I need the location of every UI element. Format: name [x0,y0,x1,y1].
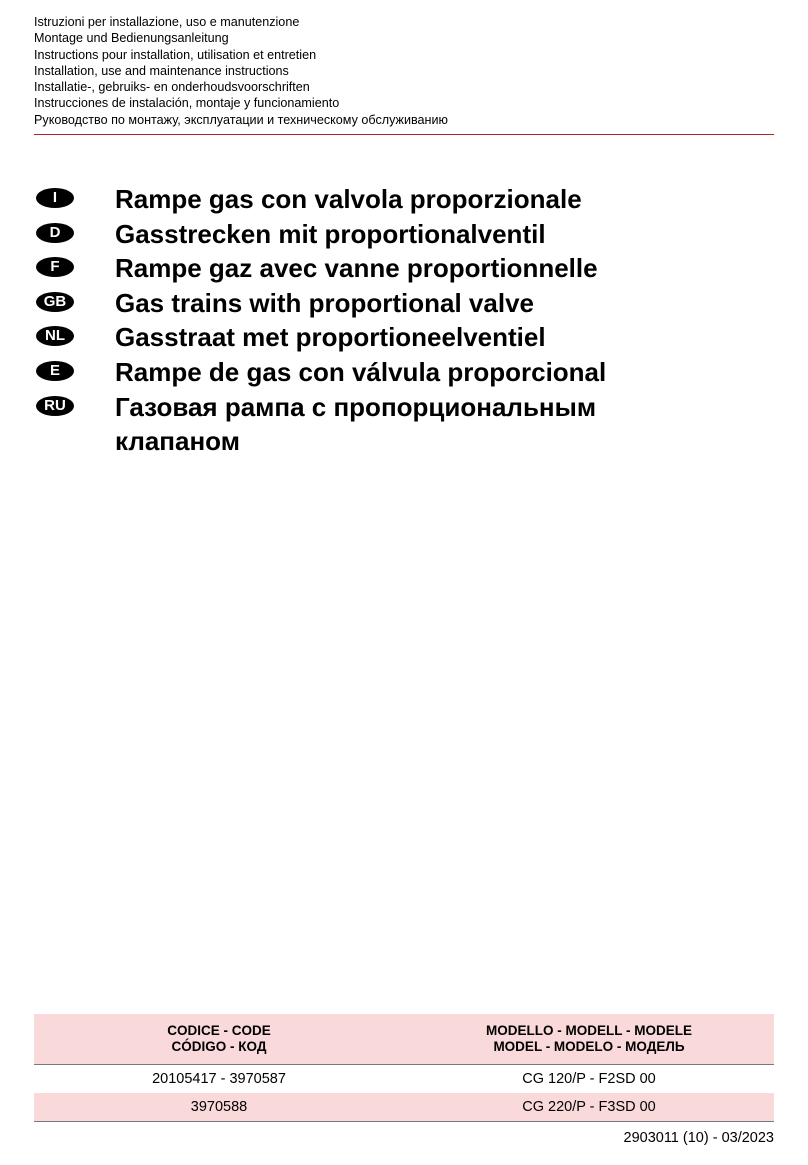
header-line-nl: Installatie-, gebruiks- en onderhoudsvoorschriften [34,80,310,95]
header-line-it: Istruzioni per installazione, uso e manutenzione [34,15,300,29]
title-text-fr: Rampe gaz avec vanne proportionnelle [115,253,598,284]
lang-badge-de: D [36,223,74,243]
title-text-it: Rampe gas con valvola proporzionale [115,184,582,214]
header-line-ru: Руководство по монтажу, эксплуатации и техническому обслуживанию [34,112,448,127]
title-text-de: Gasstrecken mit proportionalventil [115,218,546,249]
code-header-line1: CODICE - CODE [167,1022,271,1038]
model-cell: CG 220/P - F3SD 00 [404,1093,774,1122]
lang-badge-it: I [36,188,74,208]
title-row-gb [34,286,774,321]
table-row [34,1093,774,1122]
title-text-nl: Gasstraat met proportioneelventiel [115,322,546,353]
title-row-it [34,182,774,217]
lang-badge-nl: NL [36,326,74,346]
code-cell: 20105417 - 3970587 [34,1065,404,1094]
lang-badge-gb: GB [36,292,74,312]
title-text-es: Rampe de gas con válvula proporcional [115,356,607,387]
code-header [34,1014,404,1065]
title-row-fr [34,251,774,286]
header-line-gb: Installation, use and maintenance instructions [34,63,289,78]
header-divider [34,134,774,135]
table-header-row [34,1014,774,1065]
title-row-es [34,355,774,390]
title-row-nl [34,320,774,355]
model-cell: CG 120/P - F2SD 00 [404,1065,774,1094]
table-row [34,1065,774,1094]
document-reference: 2903011 (10) - 03/2023 [623,1130,774,1146]
model-header [404,1014,774,1065]
model-header-line2: MODEL - MODELO - МОДЕЛЬ [493,1039,685,1054]
lang-badge-fr: F [36,257,74,277]
title-row-ru [34,390,774,462]
code-cell: 3970588 [34,1093,404,1122]
title-text-ru: Газовая рампа с пропорциональным клапаном [115,391,597,457]
lang-badge-es: E [36,361,74,381]
title-list [34,182,774,462]
header-instructions [34,14,774,128]
model-header-line1: MODELLO - MODELL - MODELE [486,1022,692,1038]
code-model-table [34,1014,774,1122]
title-text-gb: Gas trains with proportional valve [115,287,534,318]
title-row-de [34,217,774,252]
header-line-de: Montage und Bedienungsanleitung [34,31,229,46]
header-line-es: Instrucciones de instalación, montaje y funcionamiento [34,96,340,111]
header-line-fr: Instructions pour installation, utilisation et entretien [34,47,317,62]
code-header-line2: CÓDIGO - КОД [171,1039,267,1054]
lang-badge-ru: RU [36,396,74,416]
